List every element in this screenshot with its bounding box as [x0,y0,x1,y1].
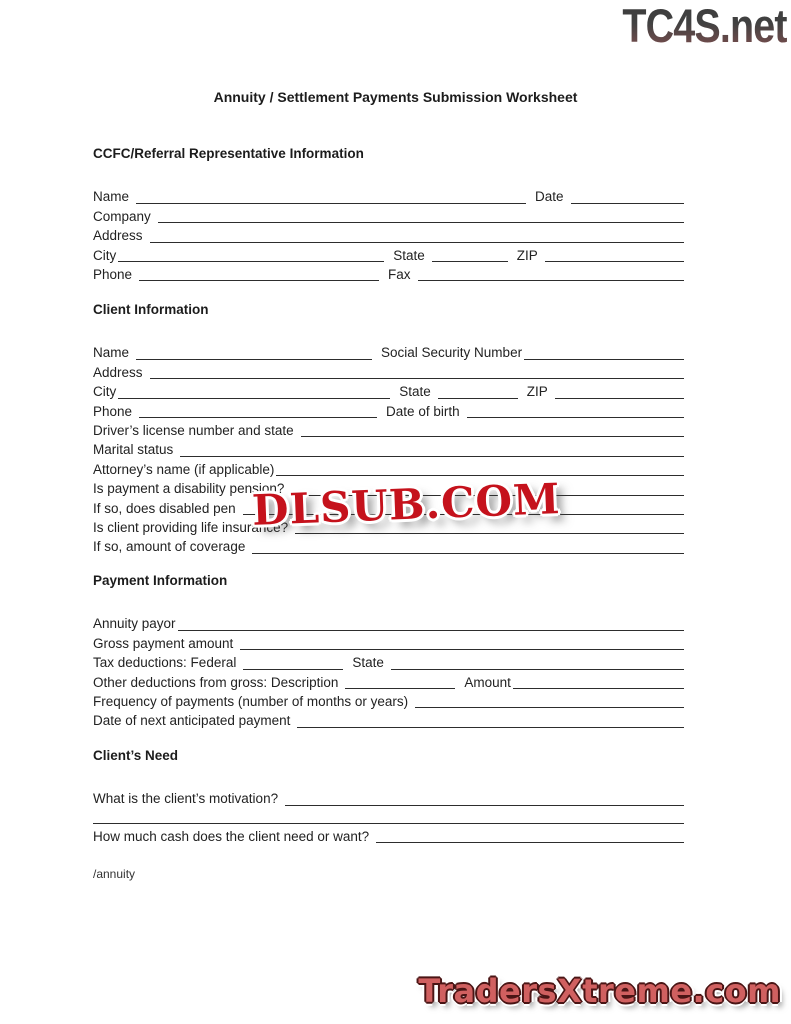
field-label: Frequency of payments (number of months or years) [93,693,409,709]
field-label: Fax [388,266,411,282]
section-heading: Payment Information [93,573,228,588]
fill-in-line [432,245,508,262]
fill-in-line [252,537,684,554]
field-label: ZIP [526,384,548,400]
form-row [93,814,684,826]
field-label: Tax deductions: Federal [93,655,237,671]
fill-in-line [136,343,372,360]
field-label: What is the client’s motivation? [93,791,279,807]
form-row [93,226,684,245]
fill-in-line [180,440,684,457]
fill-in-line [391,653,684,670]
form-row [93,343,684,362]
field-label: City [93,384,117,400]
form-row [93,614,684,633]
field-label: Other deductions from gross: Description [93,674,339,690]
fill-in-line [345,672,455,689]
field-label: State [393,247,425,263]
form-row [93,440,684,459]
field-label: Address [93,364,143,380]
field-label: ZIP [516,247,538,263]
form-section [93,573,684,730]
fill-in-line [118,382,390,399]
field-label: Phone [93,266,133,282]
form-row [93,692,684,711]
section-heading: CCFC/Referral Representative Information [93,146,364,161]
form-row [93,206,684,225]
form-row [93,459,684,478]
form-row [93,187,684,206]
form-row [93,653,684,672]
field-label: Company [93,208,151,224]
field-label: Annuity payor [93,616,176,632]
field-label: State [399,384,431,400]
fill-in-line [93,807,684,824]
fill-in-line [150,226,684,243]
form-row [93,672,684,691]
fill-in-line [418,264,684,281]
fill-in-line [240,633,684,650]
field-label: Driver’s license number and state [93,422,294,438]
form-section [93,146,684,284]
field-label: Date of next anticipated payment [93,713,291,729]
field-label: Amount [464,674,511,690]
field-label: Name [93,345,130,361]
fill-in-line [139,401,377,418]
fill-in-line [571,187,684,204]
fill-in-line [136,187,526,204]
fill-in-line [118,245,384,262]
field-label: Social Security Number [381,345,523,361]
form-row [93,421,684,440]
fill-in-line [555,382,684,399]
fill-in-line [243,653,343,670]
fill-in-line [513,672,684,689]
field-label: Marital status [93,442,174,458]
field-label: City [93,247,117,263]
form-row [93,265,684,284]
fill-in-line [524,343,684,360]
field-label: Gross payment amount [93,635,234,651]
form-row [93,537,684,556]
field-label: Is payment a disability pension? [93,481,285,497]
form-row [93,362,684,381]
fill-in-line [276,459,684,476]
field-label: Date [535,189,564,205]
fill-in-line [415,691,684,708]
field-label: Address [93,228,143,244]
form-row [93,382,684,401]
section-heading: Client Information [93,302,209,317]
fill-in-line [285,789,684,806]
form-section [93,748,684,846]
page-title: Annuity / Settlement Payments Submission Worksheet [213,89,578,105]
form-row [93,711,684,730]
field-label: Attorney’s name (if applicable) [93,461,275,477]
tradersxtreme-watermark-logo: TradersXtreme.com [418,972,781,1010]
field-label: If so, amount of coverage [93,539,246,555]
field-label: How much cash does the client need or want? [93,828,370,844]
field-label: Phone [93,403,133,419]
form-row [93,789,684,808]
fill-in-line [158,206,684,223]
form-row [93,401,684,420]
field-label: State [352,655,384,671]
footer-annuity-note: /annuity [93,867,136,881]
fill-in-line [467,401,684,418]
fill-in-line [438,382,518,399]
form-row [93,245,684,264]
section-heading: Client’s Need [93,748,179,763]
dlsub-stamp-watermark: DLSUB.COM [251,474,562,535]
fill-in-line [150,362,684,379]
fill-in-line [139,264,379,281]
field-label: Is client providing life insurance? [93,519,289,535]
fill-in-line [376,826,684,843]
field-label: Date of birth [386,403,460,419]
fill-in-line [545,245,684,262]
fill-in-line [297,711,684,728]
tc4s-watermark-logo: TC4S.net [622,0,787,52]
field-label: Name [93,189,130,205]
form-row [93,826,684,845]
form-row [93,633,684,652]
field-label: If so, does disabled pen [93,500,236,516]
fill-in-line [178,614,684,631]
fill-in-line [301,420,684,437]
